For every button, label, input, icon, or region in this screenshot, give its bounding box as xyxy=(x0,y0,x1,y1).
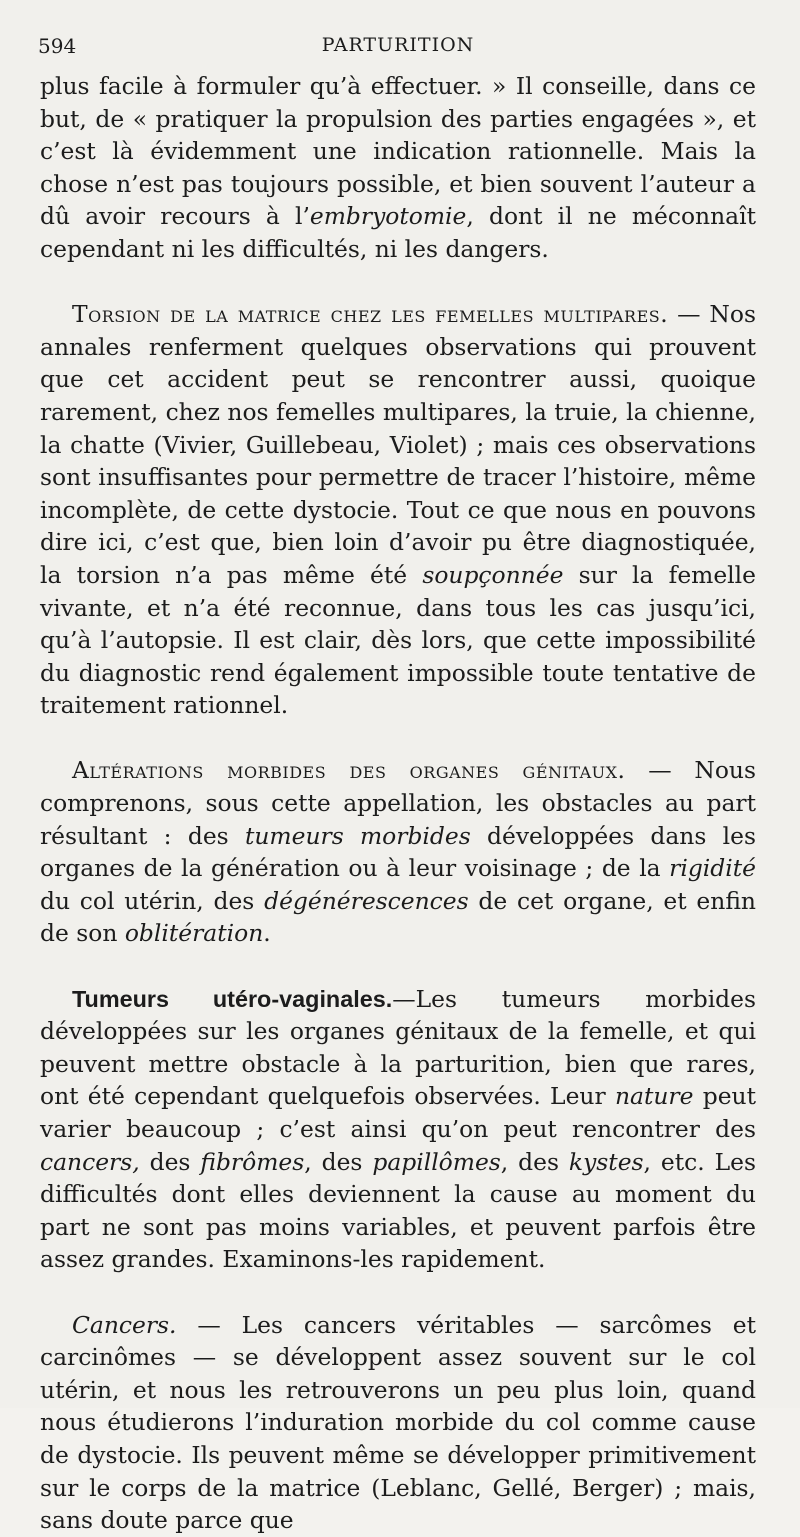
text-run: , dont il ne méconnaît cependant ni les difficultés, ni les dangers. xyxy=(40,202,756,263)
text-run: du col utérin, des xyxy=(40,886,265,915)
text-run: — Nous comprenons, sous cette appellation, les obstacles au part résultant : des xyxy=(40,756,756,850)
paragraph-gap xyxy=(40,1276,756,1309)
italic-term: oblitération xyxy=(124,919,264,948)
paragraph-cancers xyxy=(40,1309,756,1537)
paragraph-gap xyxy=(40,266,756,299)
paragraph-gap xyxy=(40,950,756,983)
text-run: peut varier beaucoup ; c’est ainsi qu’on peut rencontrer des xyxy=(40,1082,756,1143)
italic-term: cancers, xyxy=(40,1147,140,1176)
section-heading: Cancers. xyxy=(72,1310,177,1339)
paragraph-gap xyxy=(40,722,756,755)
text-run: plus facile à formuler qu’à effectuer. » Il conseille, dans ce but, de « pratiquer la propulsion des parties engagées », et c’est là évidemment une indication rationnelle. Mais la chose n’est pas toujours possible, et bien souvent l’auteur a dû avoir recours à l’ xyxy=(40,72,756,231)
text-run: , des xyxy=(304,1147,373,1176)
italic-term: rigidité xyxy=(669,854,756,883)
section-heading: Torsion de la matrice chez les femelles multipares. xyxy=(72,300,669,329)
text-run: des xyxy=(139,1147,201,1176)
italic-term: dégénérescences xyxy=(264,886,469,915)
italic-term: kystes xyxy=(568,1147,644,1176)
paragraph-tumeurs xyxy=(40,983,756,1276)
italic-term: soupçonnée xyxy=(422,560,564,589)
italic-term: nature xyxy=(614,1082,694,1111)
italic-term: tumeurs morbides xyxy=(244,821,471,850)
section-heading: Altérations morbides des organes génitaux. xyxy=(72,756,626,785)
section-heading: Tumeurs utéro-vaginales. xyxy=(72,985,393,1012)
text-run: — Les cancers véritables — sarcômes et carcinômes — se développent assez souvent sur le col utérin, et nous les retrouverons un peu plus loin, quand nous étudierons l’induration morbide du col comme cause de dystocie. Ils peuvent même se développer primitivement sur le corps de la matrice (Leblanc, Gellé, Berger) ; mais, sans doute parce que xyxy=(40,1310,756,1535)
text-run: , etc. Les difficultés dont elles deviennent la cause au moment du part ne sont pas moins variables, et peuvent parfois être assez grandes. Examinons-les rapidement. xyxy=(40,1147,756,1274)
running-head: PARTURITION xyxy=(321,34,475,56)
italic-term: fibrômes xyxy=(200,1147,305,1176)
text-run: sur la femelle vivante, et n’a été reconnue, dans tous les cas jusqu’ici, qu’à l’autopsie. Il est clair, dès lors, que cette impossibilité du diagnostic rend également impossible toute tentative de traitement rationnel. xyxy=(40,560,756,720)
paragraph-torsion xyxy=(40,298,756,722)
text-run: — Nos annales renferment quelques observations qui prouvent que cet accident peut se rencontrer aussi, quoique rarement, chez nos femelles multipares, la truie, la chienne, la chatte (Vivier, Guillebeau, Violet) ; mais ces observations sont insuffisantes pour permettre de tracer l’histoire, même incomplète, de cette dystocie. Tout ce que nous en pouvons dire ici, c’est que, bien loin d’avoir pu être diagnostiquée, la torsion n’a pas même été xyxy=(40,300,756,589)
paragraph-continuation xyxy=(40,70,756,266)
text-run: , des xyxy=(500,1147,569,1176)
text-run: de cet organe, et enfin de son xyxy=(40,886,756,948)
text-run: développées dans les organes de la génération ou à leur voisinage ; de la xyxy=(40,821,756,883)
page-number: 594 xyxy=(38,34,77,58)
page-header xyxy=(38,30,758,60)
text-run: . xyxy=(263,919,271,948)
text-run: —Les tumeurs morbides développées sur les organes génitaux de la femelle, et qui peuvent mettre obstacle à la parturition, bien que rares, ont été cependant quelquefois observées. Leur xyxy=(40,984,756,1111)
paragraph-alterations xyxy=(40,754,756,950)
italic-term: embryotomie xyxy=(309,202,467,231)
body-text xyxy=(40,70,756,1537)
italic-term: papillômes xyxy=(372,1147,501,1176)
